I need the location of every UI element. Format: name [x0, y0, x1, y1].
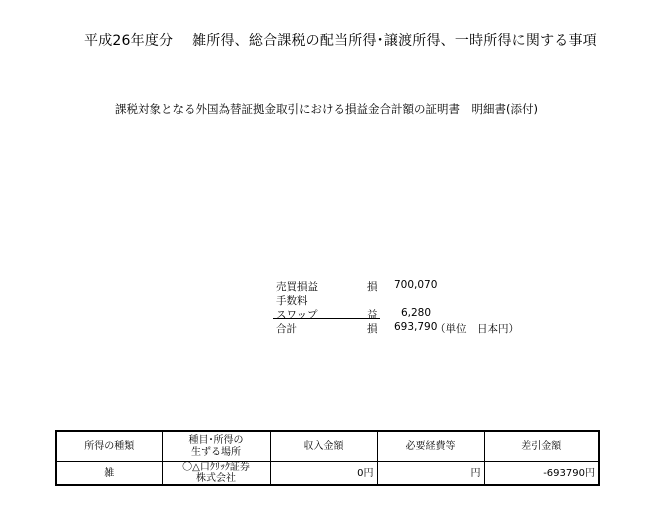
table-row — [56, 462, 599, 486]
summary-value-total: 693,790 — [394, 321, 438, 333]
page-title: 平成26年度分 雑所得、総合課税の配当所得･譲渡所得、一時所得に関する事項 — [84, 33, 597, 49]
summary-divider — [273, 318, 380, 319]
document-subtitle: 課税対象となる外国為替証拠金取引における損益金合計額の証明書 明細書(添付) — [115, 102, 538, 116]
summary-value-swap: 6,280 — [400, 307, 431, 319]
summary-label-total: 合計 — [276, 323, 297, 335]
summary-sign-swap: 益 — [367, 309, 378, 321]
cell-revenue: 0円 — [270, 462, 377, 486]
income-detail-table — [55, 430, 600, 486]
summary-sign-trading: 損 — [367, 281, 378, 293]
cell-expenses: 円 — [377, 462, 484, 486]
header-revenue: 収入金額 — [270, 431, 377, 462]
table-header-row — [56, 431, 599, 462]
header-item-place-line1: 種目･所得の — [188, 434, 244, 446]
cell-item-place — [162, 462, 270, 486]
header-expenses: 必要経費等 — [377, 431, 484, 462]
header-item-place-line2: 生ずる場所 — [191, 446, 241, 458]
summary-value-trading: 700,070 — [394, 279, 438, 291]
header-item-place — [162, 431, 270, 462]
header-difference: 差引金額 — [484, 431, 599, 462]
summary-label-swap: スワップ — [276, 309, 318, 321]
summary-label-fees: 手数料 — [276, 295, 308, 307]
summary-label-trading: 売買損益 — [276, 281, 318, 293]
summary-sign-total: 損 — [367, 323, 378, 335]
cell-place-line2: 株式会社 — [196, 473, 236, 484]
summary-unit-note: （単位 日本円） — [435, 323, 519, 335]
header-income-type: 所得の種類 — [56, 431, 162, 462]
cell-income-type: 雑 — [56, 462, 162, 486]
cell-place-line1: 〇△口ｸﾘｯｸ証券 — [182, 462, 250, 473]
cell-difference: -693790円 — [484, 462, 599, 486]
